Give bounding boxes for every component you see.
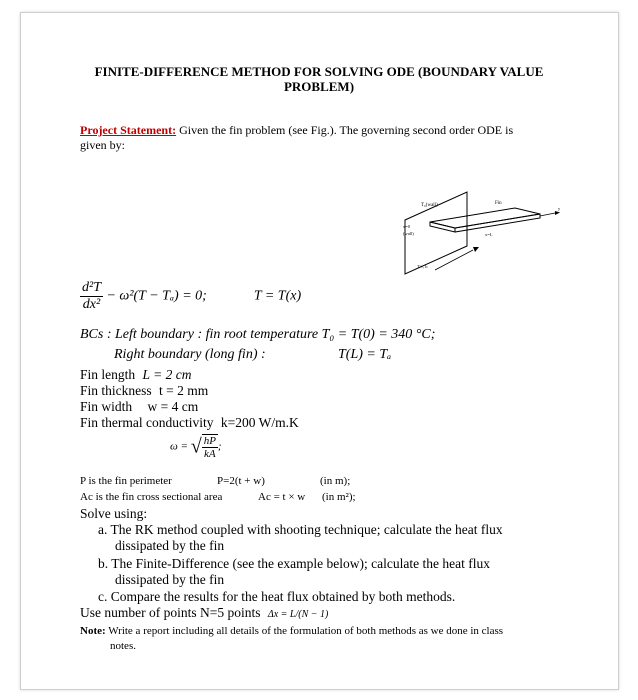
solve-item-c: c. Compare the results for the heat flux obtained by both methods. [98,589,456,604]
param-fin-length [80,367,192,383]
omega-tail: ; [217,440,222,453]
param-value: t = 2 mm [159,383,209,398]
note [80,625,503,637]
project-statement [80,123,560,153]
omega-fraction [202,434,218,460]
fin-side [455,214,540,232]
solve-item-a: a. The RK method coupled with shooting technique; calculate the heat flux [98,522,503,537]
omega-numerator: hP [203,435,216,447]
points-formula: Δx = L/(N − 1) [267,609,329,620]
figure-label-tinf: T∞, h [417,264,428,269]
project-statement-text: Given the fin problem (see Fig.). The governing second order ODE is [176,123,514,137]
derivative-numerator: d²T [82,280,101,295]
note-text: Write a report including all details of the formulation of both methods as we done in class [105,625,504,637]
param-label: Fin thermal conductivity [80,415,214,430]
document-title-line1: FINITE-DIFFERENCE METHOD FOR SOLVING ODE (BOUNDARY VALUE [94,64,544,79]
param-value: w = 4 cm [147,399,199,414]
derivative-denominator: dx² [82,297,101,312]
figure-label-y: y [558,206,561,211]
fin-diagram [395,180,565,280]
solve-heading: Solve using: [80,506,148,521]
figure-label-twall: T₀(wall) [421,203,438,208]
param-label: Fin width [80,399,133,414]
param-label: Fin thickness [80,383,152,398]
param-value: k=200 W/m.K [220,415,299,430]
perimeter-unit: (in m); [320,475,351,487]
equation-rest: − ω²(T − Tₐ) = 0; [106,288,207,304]
solve-item-b: b. The Finite-Difference (see the example below); calculate the heat flux [98,556,490,571]
omega-lhs: ω = [170,440,188,453]
omega-denominator: kA [204,448,216,460]
area-definition: Ac is the fin cross sectional area [80,491,223,503]
area-formula: Ac = t × w [258,491,306,503]
project-statement-text-2: given by: [80,138,125,152]
param-fin-thickness [80,383,208,399]
perimeter-definition: P is the fin perimeter [80,475,172,487]
bcs-right-label: Right boundary (long fin) : [114,347,266,362]
note-cont: notes. [110,640,136,652]
note-label: Note: [80,625,106,637]
bcs-right-value: T(L) = Tₐ [338,347,392,362]
figure-label-x0: x=0 [403,224,411,229]
param-fin-width [80,399,198,415]
figure-label-wall: (wall) [403,231,414,236]
equation-tx: T = T(x) [253,288,302,304]
param-thermal-conductivity [80,415,299,431]
document-title-line2: PROBLEM) [283,79,355,94]
fin-front [430,222,455,232]
solve-item-a-cont: dissipated by the fin [115,538,225,553]
governing-equation [80,280,301,313]
second-derivative-fraction [80,280,103,313]
omega-formula: ω = √ $\frac{hP}{kA}$ ; [170,435,222,460]
area-unit: (in m²); [322,491,356,503]
figure-label-fin: Fin [495,201,502,206]
points-instruction [80,605,328,621]
param-label: Fin length [80,367,136,382]
project-statement-label: Project Statement: [80,123,177,137]
figure-label-xL: x=L [485,232,493,237]
solve-item-b-cont: dissipated by the fin [115,572,225,587]
fin-top [430,208,540,228]
perimeter-formula: P=2(t + w) [217,475,265,487]
param-value: L = 2 cm [142,367,192,382]
points-text: Use number of points N=5 points [80,605,261,620]
bcs-left: BCs : Left boundary : fin root temperature T₀ = T(0) = 340 °C; [80,327,436,342]
